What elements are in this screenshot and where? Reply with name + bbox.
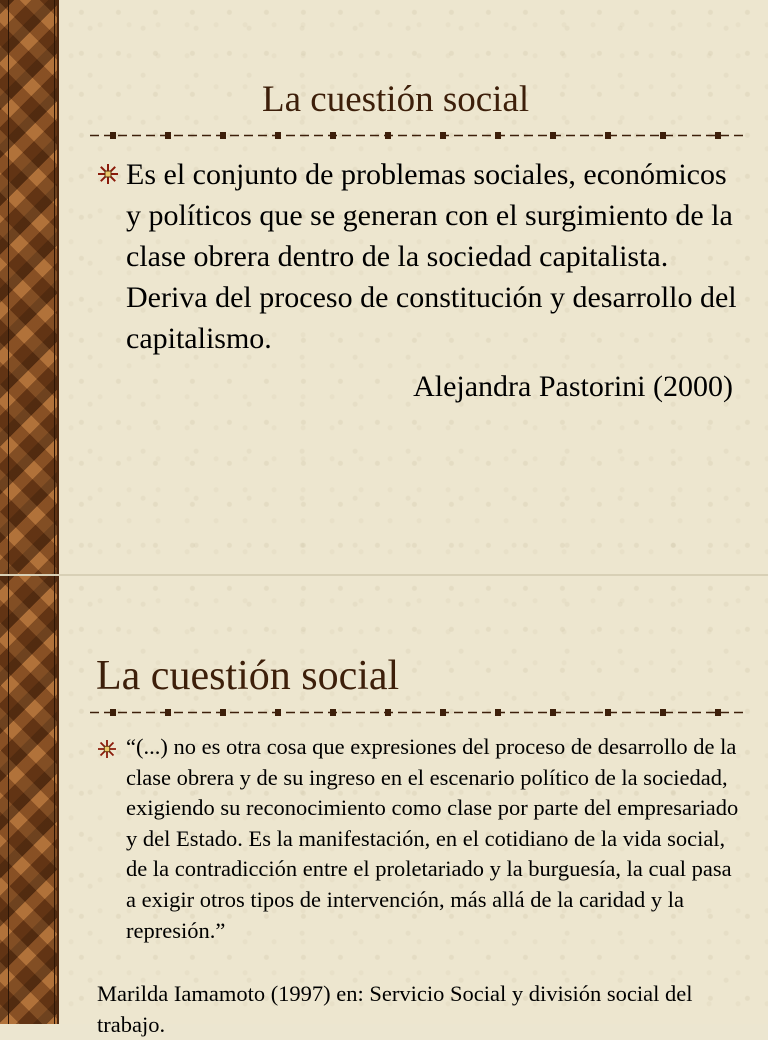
attribution: Alejandra Pastorini (2000)	[413, 370, 733, 403]
dashed-divider	[90, 708, 744, 717]
slide-2	[0, 576, 768, 1037]
bullet-quote-text: “(...) no es otra cosa que expresiones del proceso de desarrollo de la clase obrera y de su ingreso en el escenario político de la sociedad, exigiendo su reconocimiento como clase por parte del empresariado y del Estado. Es la manifestación, en el cotidiano de la vida social, de la contradicción entre el proletariado y la burguesía, la cual pasa a exigir otros tipos de intervención, más allá de la caridad y la represión.”	[126, 734, 739, 943]
wood-sidebar-decoration	[0, 576, 59, 1024]
dashed-divider	[90, 131, 744, 140]
wood-sidebar-decoration	[0, 0, 59, 574]
slide-title: La cuestión social	[262, 79, 530, 120]
attribution: Marilda Iamamoto (1997) en: Servicio Social y división social del trabajo.	[97, 981, 693, 1037]
ornamental-star-icon	[98, 164, 118, 184]
ornamental-star-icon	[98, 740, 116, 758]
bullet-text: Es el conjunto de problemas sociales, económicos y políticos que se generan con el surgimiento de la clase obrera dentro de la sociedad capitalista. Deriva del proceso de constitución y desarrollo del capitalismo.	[126, 158, 737, 355]
slide-title: La cuestión social	[96, 653, 400, 699]
